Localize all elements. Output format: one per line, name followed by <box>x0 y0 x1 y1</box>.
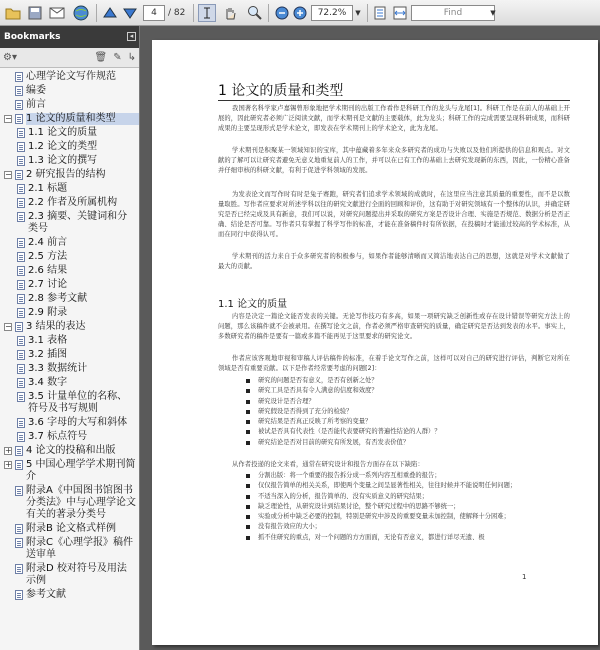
bookmark-item[interactable] <box>0 320 139 334</box>
bookmark-label: 2.1 标题 <box>28 183 68 194</box>
bookmark-label: 附录A《中国图书馆图书分类法》中与心理学论文有关的著录分类号 <box>26 485 136 520</box>
bookmark-label: 编委 <box>26 85 46 96</box>
paragraph: 学术期刊是积聚某一领域知识的宝库，其中蕴藏着多年来众多研究者的成功与失败以及他们所提供的信息和观点。对文献的了解可以让研究者避免无意义地重复前人的工作，并可以在已有工作的基础上去研究发现新的东西，因此，一份精心准备并仔细审核的科研文献，有利于促进学科领域的发展。 <box>218 147 570 174</box>
bookmark-item[interactable] <box>0 562 139 588</box>
bookmark-label: 1 论文的质量和类型 <box>26 113 139 125</box>
bookmark-list <box>0 68 139 602</box>
bookmark-label: 附录C《心理学报》稿件送审单 <box>26 537 133 560</box>
bookmark-label: 附录D 校对符号及用法示例 <box>26 563 127 586</box>
spacer <box>4 591 12 599</box>
paragraph: 内容是决定一篇论文能否发表的关键。无论写作技巧有多高，如果一项研究缺乏创新性或存在设计错误等研究方法上的问题，那么该稿件就不会被录用。在撰写论文之前，作者必须严格审查研究的质量，确定研究是否达到发表的水平。事实上，多数研究者的稿件是要有一篇或多篇不能再见于这里要求的研究论文。 <box>218 313 570 340</box>
bookmark-label: 3.7 标点符号 <box>28 431 88 442</box>
bookmark-item[interactable] <box>0 334 139 348</box>
bullet-item: 抓不住研究的重点，对一个问题的方方面面，无论有否意义，都进行详尽无遗、极 <box>246 533 566 543</box>
bullet-item: 实验或分析中缺乏必要的控制，特别是研究中涉及的重要变量未加控制，使解释十分困难； <box>246 512 566 522</box>
bookmark-page-icon <box>15 72 23 82</box>
bookmark-label: 2.3 摘要、关键词和分类号 <box>28 211 128 234</box>
bookmark-page-icon <box>17 350 25 360</box>
bookmark-item[interactable] <box>0 536 139 562</box>
bookmark-page-icon <box>17 294 25 304</box>
bookmark-item[interactable] <box>0 458 139 484</box>
bookmark-item[interactable] <box>0 588 139 602</box>
paragraph: 为发表论文而写作时有时是兔子赛跑，研究者们追求学术领域的成就时，在这里应当注意其质量的重要性，而不是以数量取胜。写作者应要求对所述学科以往的研究文献进行全面的回顾和评价，这有助于对研究领域有一个整体的认识，并确定研究是否已经完成及具有新意，我们可以说，对研究问题提出并采取的研究方案是否设计合理、实施是否规范、数据分析是否正确、结论是否可靠。写作者只有掌握了科学写作的标准，才能在准备稿件时有所依据，在投稿时才能通过较高的学术标准，从而在同行中获得认可。 <box>218 191 570 238</box>
page-total: / 82 <box>168 8 186 18</box>
bookmark-page-icon <box>17 418 25 428</box>
spacer <box>4 565 12 573</box>
bookmark-item[interactable] <box>0 522 139 536</box>
bookmark-label: 参考文献 <box>26 589 66 600</box>
zoom-out-icon[interactable] <box>273 4 291 22</box>
text-select-icon[interactable] <box>198 4 216 22</box>
bookmarks-toolbar <box>0 48 139 68</box>
email-icon[interactable] <box>48 4 66 22</box>
bookmark-label: 4 论文的投稿和出版 <box>26 445 116 456</box>
bookmark-item[interactable] <box>0 416 139 430</box>
bookmark-label: 3.1 表格 <box>28 335 68 346</box>
collapse-icon[interactable]: − <box>5 114 12 123</box>
bookmark-page-icon <box>17 252 25 262</box>
bookmark-item[interactable] <box>0 196 139 210</box>
spacer <box>4 487 12 495</box>
bookmark-item[interactable] <box>0 292 139 306</box>
bookmark-label: 2.9 附录 <box>28 307 68 318</box>
bullet-item: 分割出版：将一个重要的报告拆分成一系列内容互相重叠的报告； <box>246 471 566 481</box>
bookmark-page-icon <box>17 238 25 248</box>
page-number: 1 <box>522 573 527 581</box>
bookmark-label: 3 结果的表达 <box>26 321 86 332</box>
zoom-in-icon[interactable] <box>291 4 309 22</box>
bookmark-label: 2.2 作者及所属机构 <box>28 197 118 208</box>
bookmark-label: 心理学论文写作规范 <box>26 71 116 82</box>
bullet-item: 研究假设是否得到了充分的检验？ <box>246 407 566 417</box>
section-title: 1.1 论文的质量 <box>218 299 288 310</box>
delete-bookmark-icon[interactable]: 🗑 <box>94 52 108 63</box>
bookmark-item[interactable] <box>0 70 139 84</box>
bookmarks-title: Bookmarks <box>4 32 61 42</box>
defects-list <box>246 471 566 543</box>
paragraph: 从作者投递的论文来看，通常在研究设计和报告方面存在以下缺陷： <box>232 461 424 468</box>
expand-bookmark-icon[interactable]: ↳ <box>127 52 136 63</box>
save-icon[interactable] <box>26 4 44 22</box>
bookmark-page-icon <box>17 336 25 346</box>
bookmark-item[interactable] <box>0 250 139 264</box>
toolbar <box>0 0 600 26</box>
spacer <box>4 87 12 95</box>
bookmark-label: 1.1 论文的质量 <box>28 127 98 138</box>
bookmark-label: 3.6 字母的大写和斜体 <box>28 417 128 428</box>
bookmark-item[interactable] <box>0 168 139 182</box>
title-rule <box>218 100 570 101</box>
collapse-icon[interactable]: − <box>5 170 12 179</box>
bullet-item: 研究设计是否合理？ <box>246 397 566 407</box>
bookmark-page-icon <box>15 524 23 534</box>
fit-page-icon[interactable] <box>371 4 389 22</box>
bookmark-label: 附录B 论文格式样例 <box>26 523 117 534</box>
bookmark-page-icon <box>17 128 25 138</box>
bookmark-item[interactable] <box>0 112 139 126</box>
find-input[interactable]: Find <box>411 5 495 21</box>
bookmark-label: 2.8 参考文献 <box>28 293 88 304</box>
bookmark-page-icon <box>17 184 25 194</box>
bookmark-label: 2.5 方法 <box>28 251 68 262</box>
spacer <box>4 101 12 109</box>
bookmark-item[interactable] <box>0 444 139 458</box>
expand-icon[interactable]: + <box>5 460 12 469</box>
bookmark-item[interactable] <box>0 210 139 236</box>
bookmark-label: 3.5 计量单位的名称、符号及书写规则 <box>28 391 128 414</box>
bullet-item: 研究结果是否真正反映了所考察的变量？ <box>246 417 566 427</box>
spacer <box>4 525 12 533</box>
fit-width-icon[interactable] <box>391 4 409 22</box>
bookmark-label: 2.7 讨论 <box>28 279 68 290</box>
bookmark-item[interactable] <box>0 348 139 362</box>
find-dropdown-chevron-down-icon[interactable]: ▼ <box>490 9 496 17</box>
bookmark-page-icon <box>17 266 25 276</box>
bookmark-label: 5 中国心理学学术期刊简介 <box>26 459 136 482</box>
bookmark-page-icon <box>15 114 23 124</box>
hand-tool-icon[interactable] <box>221 4 239 22</box>
bookmark-page-icon <box>17 280 25 290</box>
bookmark-item[interactable] <box>0 376 139 390</box>
zoom-tool-icon[interactable] <box>246 4 264 22</box>
bullet-item: 没有报告效应的大小； <box>246 522 566 532</box>
bookmark-page-icon <box>17 378 25 388</box>
bookmark-item[interactable] <box>0 306 139 320</box>
bookmark-item[interactable] <box>0 390 139 416</box>
bookmark-item[interactable] <box>0 278 139 292</box>
criteria-list <box>246 376 566 448</box>
bookmark-label: 2.4 前言 <box>28 237 68 248</box>
bookmark-page-icon <box>17 432 25 442</box>
bookmark-item[interactable] <box>0 236 139 250</box>
bullet-item: 缺乏理论性，从研究设计到结果讨论，整个研究过程中的思路不够统一； <box>246 502 566 512</box>
bookmark-label: 3.4 数字 <box>28 377 68 388</box>
bookmark-item[interactable] <box>0 264 139 278</box>
bookmark-page-icon <box>17 142 25 152</box>
bookmark-page-icon <box>15 322 23 332</box>
bookmark-label: 前言 <box>26 99 46 110</box>
bookmark-label: 1.2 论文的类型 <box>28 141 98 152</box>
close-panel-icon[interactable]: ◂ <box>127 32 136 41</box>
collapse-icon[interactable]: − <box>5 322 12 331</box>
zoom-dropdown-chevron-down-icon[interactable]: ▼ <box>355 9 361 17</box>
spacer <box>4 539 12 547</box>
bullet-item: 仅仅报告简单的相关关系，即使两个变量之间呈显著性相关，往往时候并不能说明任何问题； <box>246 481 566 491</box>
bookmark-page-icon <box>15 590 23 600</box>
bookmark-page-icon <box>17 392 25 402</box>
next-page-icon[interactable] <box>121 4 139 22</box>
bookmark-page-icon <box>15 460 23 470</box>
chapter-title: 1 论文的质量和类型 <box>218 83 344 99</box>
bookmark-page-icon <box>17 212 25 222</box>
bookmark-page-icon <box>15 486 23 496</box>
bookmark-page-icon <box>17 308 25 318</box>
options-gear-icon[interactable]: ⚙▾ <box>3 52 17 63</box>
open-folder-icon[interactable] <box>4 4 22 22</box>
bookmark-item[interactable] <box>0 484 139 522</box>
bookmark-page-icon <box>17 156 25 166</box>
bookmark-label: 2.6 结果 <box>28 265 68 276</box>
bookmark-item[interactable] <box>0 84 139 98</box>
pdf-page <box>152 40 598 645</box>
bookmark-page-icon <box>15 100 23 110</box>
bullet-item: 不适当深入的分析，报告简单的、没有实质意义的研究结果； <box>246 492 566 502</box>
bookmark-label: 3.3 数据统计 <box>28 363 88 374</box>
paragraph: 学术期刊的活力来自于众多研究者的积极参与，如果作者能够清晰而又简洁地表达自己的思想，这就是对学术文献做了最大的贡献。 <box>218 253 570 270</box>
bookmark-label: 1.3 论文的撰写 <box>28 155 98 166</box>
bookmarks-panel <box>0 26 140 650</box>
bookmark-item[interactable] <box>0 362 139 376</box>
bookmark-item[interactable] <box>0 430 139 444</box>
bookmark-page-icon <box>17 198 25 208</box>
bookmark-page-icon <box>15 86 23 96</box>
bookmark-label: 3.2 插图 <box>28 349 68 360</box>
bookmark-item[interactable] <box>0 98 139 112</box>
bookmark-page-icon <box>15 564 23 574</box>
bookmark-label: 2 研究报告的结构 <box>26 169 106 180</box>
previous-page-icon[interactable] <box>101 4 119 22</box>
spacer <box>4 73 12 81</box>
bookmark-page-icon <box>17 364 25 374</box>
bullet-item: 被试是否具有代表性（是否能代表要研究的普遍性结论的人群）？ <box>246 427 566 437</box>
page-number-input[interactable]: 4 <box>143 5 165 21</box>
bookmark-page-icon <box>15 446 23 456</box>
zoom-level-field[interactable]: 72.2% <box>311 5 353 21</box>
bullet-item: 研究结论是否对目前的研究有所发展，有否发表价值？ <box>246 438 566 448</box>
panel-resize-handle[interactable] <box>141 300 144 330</box>
bookmark-item[interactable] <box>0 140 139 154</box>
paragraph: 我国著名科学家卢嘉锡曾形象地把学术期刊的出版工作看作是科研工作的龙头与龙尾[1]。科研工作是在前人的基础上开展的，因此研究者必须广泛阅读文献，而学术期刊是文献的主要载体，此为龙头；科研工作的完成需要呈现科研成果，而科研成果的主要呈现形式是学术论文，即发表在学术期刊上的学术论文，此为龙尾。 <box>218 105 570 132</box>
bookmarks-header <box>0 26 139 48</box>
bookmark-page-icon <box>15 538 23 548</box>
globe-icon[interactable] <box>72 4 90 22</box>
bullet-item: 研究工具是否具有令人满意的信度和效度？ <box>246 386 566 396</box>
bookmark-page-icon <box>15 170 23 180</box>
bookmark-item[interactable] <box>0 126 139 140</box>
expand-icon[interactable]: + <box>5 446 12 455</box>
paragraph: 作者应该客观地审视和审稿人评估稿件的标准，在着手论文写作之前，这样可以对自己的研究进行评估，判断它对所在领域是否有重要贡献。以下是作者经常要考虑的问题[2]： <box>218 355 570 372</box>
bullet-item: 研究的问题是否有意义，是否有创新之处？ <box>246 376 566 386</box>
bookmark-item[interactable] <box>0 154 139 168</box>
new-bookmark-icon[interactable]: ✎ <box>113 52 122 63</box>
bookmark-item[interactable] <box>0 182 139 196</box>
